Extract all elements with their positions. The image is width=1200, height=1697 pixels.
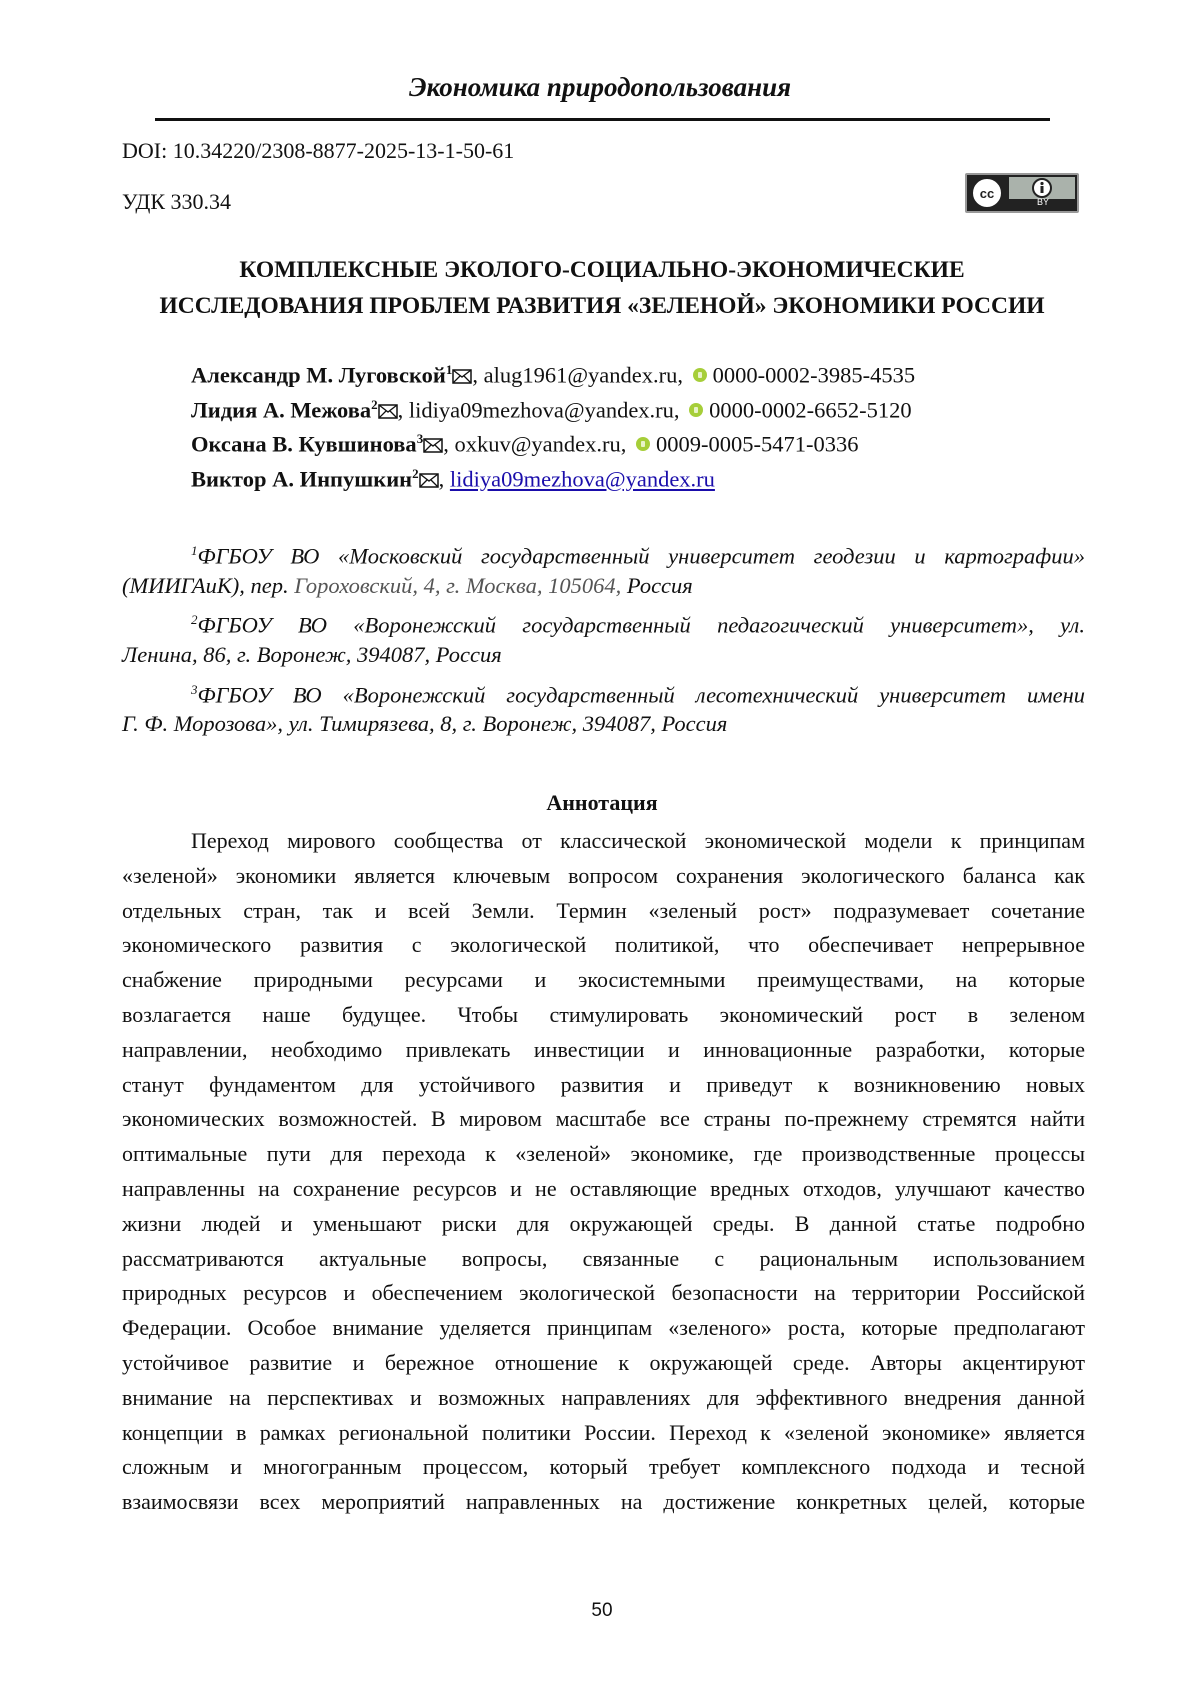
affiliation-ref: 3 [416, 431, 424, 446]
abstract-line: устойчивое развитие и бережное отношение к окружающей среде. Авторы акцентируют [122, 1350, 1085, 1375]
author-name: Оксана В. Кувшинова [191, 431, 417, 457]
abstract-line: экономических возможностей. В мировом масштабе все страны по-прежнему стремятся найти [122, 1106, 1085, 1132]
author-email: oxkuv@yandex.ru, [454, 431, 627, 457]
page-number: 50 [591, 1600, 613, 1621]
svg-text:cc: cc [979, 186, 995, 201]
author-row: Виктор А. Инпушкин$^2$ , lidiya09mezhova@yandex.ru [191, 466, 715, 492]
author-email-link[interactable]: lidiya09mezhova@yandex.ru [449, 466, 715, 492]
header-divider [155, 118, 1050, 121]
abstract-line: взаимосвязи всех мероприятий направленных на достижение конкретных целей, которые [122, 1489, 1085, 1515]
abstract-line: оптимальные пути для перехода к «зеленой» экономике, где производственные процессы [122, 1141, 1085, 1167]
abstract-line: станут фундаментом для устойчивого развития и приведут к возникновению новых [122, 1071, 1085, 1097]
affiliation-3: $^3$ФГБОУ ВО «Воронежский государственный лесотехнический университет имени [191, 682, 1085, 708]
article-title-line-1: КОМПЛЕКСНЫЕ ЭКОЛОГО-СОЦИАЛЬНО-ЭКОНОМИЧЕСКИЕ [239, 257, 965, 283]
affiliation-2-address: Ленина, 86, г. Воронеж, 394087, Россия [122, 642, 502, 667]
author-name: Александр М. Луговской [191, 362, 446, 388]
author-orcid[interactable]: 0000-0002-6652-5120 [709, 397, 912, 423]
abstract-line: направлении, необходимо привлекать инвестиции и инновационные разработки, которые [122, 1036, 1085, 1062]
affiliation-3-address: Г. Ф. Морозова», ул. Тимирязева, 8, г. Воронеж, 394087, Россия [122, 711, 728, 736]
license-label: BY [1037, 197, 1050, 207]
abstract-line: сложным и многогранным процессом, который требует комплексного подхода и тесной [122, 1454, 1085, 1480]
abstract-line: «зеленой» экономики является ключевым вопросом сохранения экологического баланса как [122, 862, 1085, 888]
orcid-icon[interactable] [693, 368, 707, 382]
affiliation-1-address: (МИИГАиК), пер. Гороховский, 4, г. Москва, 105064, Россия [122, 573, 693, 598]
mail-icon [423, 438, 443, 453]
abstract-line: направленны на сохранение ресурсов и не оставляющие вредных отходов, улучшают качество [122, 1176, 1085, 1201]
orcid-icon[interactable] [636, 437, 650, 451]
abstract-line: внимание на перспективах и возможных направлениях для эффективного внедрения данной [122, 1384, 1085, 1410]
cc-by-icon [965, 173, 1079, 213]
affiliation-ref: 1 [445, 362, 453, 377]
abstract-line: жизни людей и уменьшают риски для окружающей среды. В данной статье подробно [122, 1210, 1085, 1236]
doi: DOI: 10.34220/2308-8877-2025-13-1-50-61 [122, 138, 515, 163]
affiliation-ref: 2 [371, 397, 378, 412]
author-name: Лидия А. Межова [191, 397, 372, 423]
orcid-icon[interactable] [689, 403, 703, 417]
journal-header: Экономика природопользования [408, 72, 792, 102]
author-row: Александр М. Луговской$^1$ , alug1961@yandex.ru, 0000-0002-3985-4535 [191, 362, 916, 388]
mail-icon [419, 473, 439, 488]
mail-icon [378, 404, 398, 419]
author-name: Виктор А. Инпушкин [191, 466, 413, 492]
author-email: lidiya09mezhova@yandex.ru, [408, 397, 680, 423]
mail-icon [452, 369, 472, 384]
abstract-line: Федерации. Особое внимание уделяется принципам «зеленого» роста, которые предполагают [122, 1315, 1085, 1341]
abstract-line: снабжение природными ресурсами и экосистемными преимуществами, на которые [122, 967, 1085, 993]
author-email: alug1961@yandex.ru, [483, 362, 684, 388]
abstract-line: концепции в рамках региональной политики России. Переход к «зеленой экономике» является [122, 1419, 1085, 1445]
abstract-line: Переход мирового сообщества от классической экономической модели к принципам [191, 828, 1085, 853]
affiliation-2: $^2$ФГБОУ ВО «Воронежский государственный педагогический университет», ул. [191, 612, 1085, 638]
abstract-line: возлагается наше будущее. Чтобы стимулировать экономический рост в зеленом [122, 1002, 1085, 1027]
author-orcid[interactable]: 0009-0005-5471-0336 [656, 431, 859, 457]
author-row: Оксана В. Кувшинова$^3$ , oxkuv@yandex.ru, 0009-0005-5471-0336 [191, 431, 859, 457]
abstract-heading: Аннотация [546, 790, 658, 815]
affiliation-ref: 2 [412, 466, 419, 481]
udk: УДК 330.34 [122, 189, 232, 214]
author-row: Лидия А. Межова$^2$ , lidiya09mezhova@yandex.ru, 0000-0002-6652-5120 [191, 397, 912, 423]
article-title-line-2: ИССЛЕДОВАНИЯ ПРОБЛЕМ РАЗВИТИЯ «ЗЕЛЕНОЙ» ЭКОНОМИКИ РОССИИ [159, 293, 1045, 319]
author-orcid[interactable]: 0000-0002-3985-4535 [712, 362, 916, 388]
abstract-line: отдельных стран, так и всей Земли. Термин «зеленый рост» подразумевает сочетание [122, 897, 1085, 923]
abstract-line: природных ресурсов и обеспечением экологической безопасности на территории Российской [122, 1280, 1085, 1306]
abstract-line: экономического развития с экологической политикой, что обеспечивает непрерывное [122, 932, 1085, 958]
affiliation-1: $^1$ФГБОУ ВО «Московский государственный университет геодезии и картографии» [191, 543, 1085, 569]
abstract-line: рассматриваются актуальные вопросы, связанные с рациональным использованием [122, 1245, 1085, 1271]
